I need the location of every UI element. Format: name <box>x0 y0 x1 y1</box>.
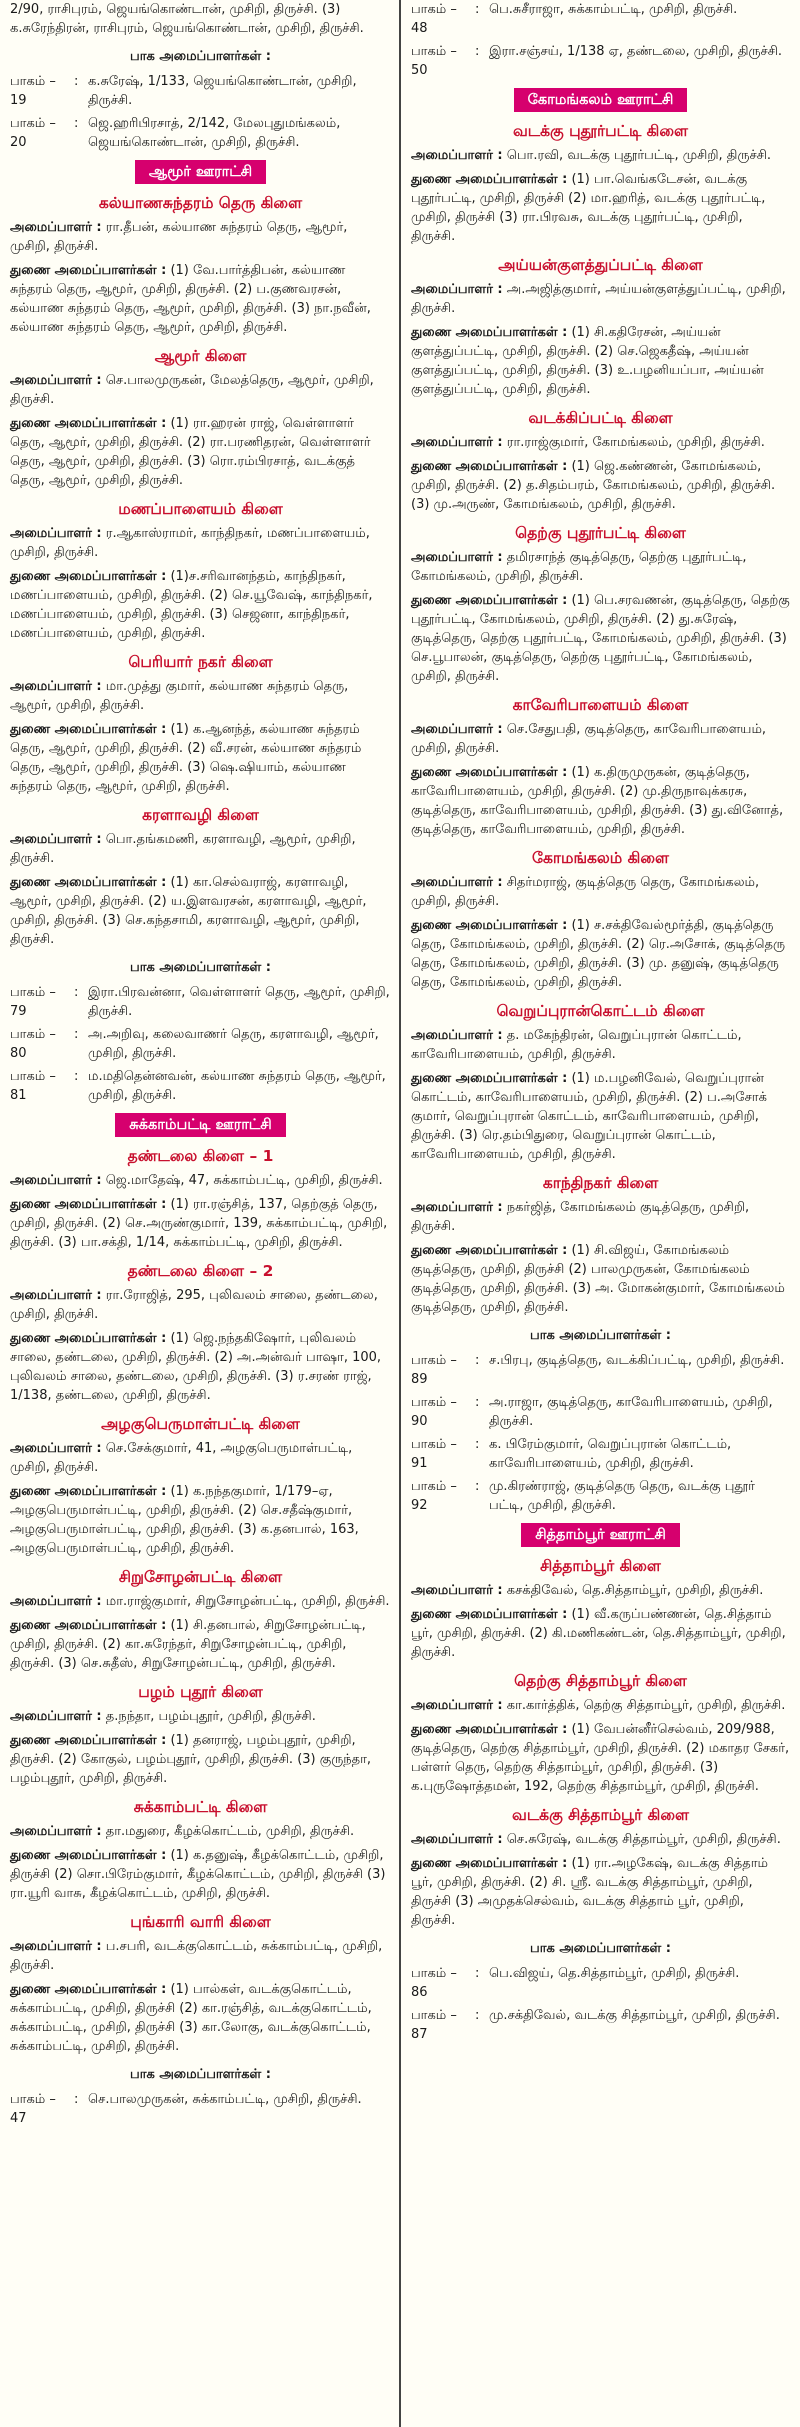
branch-title: பெரியார் நகர் கிளை <box>128 653 273 671</box>
booth-detail: ஜெ.ஹரிபிரசாத், 2/142, மேலபுதுமங்கலம், ஜெயங்கொண்டான், முசிறி, திருச்சி. <box>88 116 341 150</box>
organizer-entry: அமைப்பாளர் : தமிரசாந்த் குடித்தெரு, தெற்கு புதூர்பட்டி, கோமங்கலம், முசிறி, திருச்சி. <box>411 550 747 584</box>
continued-text: 2/90, ராசிபுரம், ஜெயங்கொண்டான், முசிறி, திருச்சி. (3) க.சுரேந்திரன், ராசிபுரம், ஜெயங்கொண்டான், முசிறி, திருச்சி. <box>10 2 364 36</box>
deputy-organizers-entry: துணை அமைப்பாளர்கள் : (1) ரா.ஹரன் ராஜ், வெள்ளாளர் தெரு, ஆமூர், முசிறி, திருச்சி. (2) ரா.பரணிதரன், வெள்ளாளர் தெரு, ஆமூர், முசிறி, திருச்சி. (3) ரொ.ரம்பிரசாத், வடக்குத் தெரு, ஆமூர், முசிறி, திருச்சி. <box>10 416 371 488</box>
branch-title: அழகுபெருமாள்பட்டி கிளை <box>101 1415 300 1433</box>
booth-number: பாகம் – 81 <box>10 1069 56 1103</box>
organizer-entry: அமைப்பாளர் : நகர்ஜித், கோமங்கலம் குடித்தெரு, முசிறி, திருச்சி. <box>411 1200 750 1234</box>
right-column <box>401 0 794 2427</box>
deputy-organizers-entry: துணை அமைப்பாளர்கள் : (1) வே.பார்த்திபன், கல்யாண சுந்தரம் தெரு, ஆமூர், முசிறி, திருச்சி. (2) ப.குணவரசன், கல்யாண சுந்தரம் தெரு, ஆமூர், முசிறி, திருச்சி. (3) நா.நவீன், கல்யாண சுந்தரம் தெரு, ஆமூர், முசிறி, திருச்சி. <box>10 263 371 335</box>
booth-row: பாகம் – 81 : ம.மதிதென்னவன், கல்யாண சுந்தரம் தெரு, ஆமூர், முசிறி, திருச்சி. <box>10 1067 391 1105</box>
booth-row: பாகம் – 90 : அ.ராஜா, குடித்தெரு, காவேரிபாளையம், முசிறி, திருச்சி. <box>411 1393 790 1431</box>
organizer-entry: அமைப்பாளர் : ரா.ரோஜித், 295, புலிவலம் சாலை, தண்டலை, முசிறி, திருச்சி. <box>10 1288 378 1322</box>
booth-row: பாகம் – 87 : மு.சக்திவேல், வடக்கு சித்தாம்பூர், முசிறி, திருச்சி. <box>411 2006 790 2044</box>
booth-number: பாகம் – 91 <box>411 1437 457 1471</box>
branch-title: காவேரிபாளையம் கிளை <box>512 696 689 714</box>
organizer-entry: அமைப்பாளர் : ஜெ.மாதேஷ், 47, சுக்காம்பட்டி, முசிறி, திருச்சி. <box>10 1173 383 1188</box>
organizer-entry: அமைப்பாளர் : பொ.தங்கமணி, கரளாவழி, ஆமூர், முசிறி, திருச்சி. <box>10 832 356 866</box>
booth-number: பாகம் – 50 <box>411 44 457 78</box>
organizer-entry: அமைப்பாளர் : ர.ஆகாஸ்ராமர், காந்திநகர், மணப்பாளையம், முசிறி, திருச்சி. <box>10 526 370 560</box>
booth-row: பாகம் – 19 : க.சுரேஷ், 1/133, ஜெயங்கொண்டான், முசிறி, திருச்சி. <box>10 72 391 110</box>
deputy-organizers-entry: துணை அமைப்பாளர்கள் : (1) பா.வெங்கடேசன், வடக்கு புதூர்பட்டி, முசிறி, திருச்சி (2) மா.ஹரித், வடக்கு புதூர்பட்டி, முசிறி, திருச்சி (3) ரா.பிரவசு, வடக்கு புதூர்பட்டி, முசிறி, திருச்சி. <box>411 172 766 244</box>
booth-row: பாகம் – 92 : மு.கிரண்ராஜ், குடித்தெரு தெரு, வடக்கு புதூர் பட்டி, முசிறி, திருச்சி. <box>411 1477 790 1515</box>
organizer-entry: அமைப்பாளர் : தா.மதுரை, கீழக்கொட்டம், முசிறி, திருச்சி. <box>10 1824 355 1839</box>
organizer-entry: அமைப்பாளர் : கா.கார்த்திக், தெற்கு சித்தாம்பூர், முசிறி, திருச்சி. <box>411 1698 786 1713</box>
booth-heading: பாக அமைப்பாளர்கள் : <box>530 1328 671 1343</box>
booth-detail: இரா.பிரவன்னா, வெள்ளாளர் தெரு, ஆமூர், முசிறி, திருச்சி. <box>88 985 390 1019</box>
booth-detail: செ.பாலமுருகன், சுக்காம்பட்டி, முசிறி, திருச்சி. <box>88 2092 362 2107</box>
booth-row: பாகம் – 48 : பெ.சுசீராஜா, சுக்காம்பட்டி, முசிறி, திருச்சி. <box>411 0 790 38</box>
booth-row: பாகம் – 86 : பெ.விஜய், தெ.சித்தாம்பூர், முசிறி, திருச்சி. <box>411 1964 790 2002</box>
branch-title: வடக்கு சித்தாம்பூர் கிளை <box>511 1806 690 1824</box>
booth-row: பாகம் – 20 : ஜெ.ஹரிபிரசாத், 2/142, மேலபுதுமங்கலம், ஜெயங்கொண்டான், முசிறி, திருச்சி. <box>10 114 391 152</box>
branch-title: கரளாவழி கிளை <box>142 806 259 824</box>
booth-detail: அ.அறிவு, கலைவாணர் தெரு, கரளாவழி, ஆமூர், முசிறி, திருச்சி. <box>88 1027 379 1061</box>
deputy-organizers-entry: துணை அமைப்பாளர்கள் : (1) க.தனுஷ், கீழக்கொட்டம், முசிறி, திருச்சி (2) சொ.பிரேம்குமார், கீழக்கொட்டம், முசிறி, திருச்சி (3) ரா.யூரி வாசு, கீழக்கொட்டம், முசிறி, திருச்சி. <box>10 1848 386 1901</box>
booth-number: பாகம் – 48 <box>411 2 457 36</box>
booth-number: பாகம் – 90 <box>411 1395 457 1429</box>
deputy-organizers-entry: துணை அமைப்பாளர்கள் : (1) ச.சக்திவேல்மூர்த்தி, குடித்தெரு தெரு, கோமங்கலம், முசிறி, திருச்சி. (2) ரெ.அசோக், குடித்தெரு தெரு, கோமங்கலம், முசிறி, திருச்சி. (3) மு. தனுஷ், குடித்தெரு தெரு, கோமங்கலம், முசிறி, திருச்சி. <box>411 918 786 990</box>
organizer-entry: அமைப்பாளர் : பொ.ரவி, வடக்கு புதூர்பட்டி, முசிறி, திருச்சி. <box>411 148 772 163</box>
booth-heading: பாக அமைப்பாளர்கள் : <box>130 2067 271 2082</box>
branch-title: காந்திநகர் கிளை <box>542 1174 659 1192</box>
booth-row: பாகம் – 50 : இரா.சஞ்சய், 1/138 ஏ, தண்டலை, முசிறி, திருச்சி. <box>411 42 790 80</box>
deputy-organizers-entry: துணை அமைப்பாளர்கள் : (1) க.ஆனந்த், கல்யாண சுந்தரம் தெரு, ஆமூர், முசிறி, திருச்சி. (2) வீ.சரன், கல்யாண சுந்தரம் தெரு, ஆமூர், முசிறி, திருச்சி. (3) ஷெ.ஷியாம், கல்யாண சுந்தரம் தெரு, ஆமூர், முசிறி, திருச்சி. <box>10 722 362 794</box>
booth-detail: இரா.சஞ்சய், 1/138 ஏ, தண்டலை, முசிறி, திருச்சி. <box>489 44 783 59</box>
booth-detail: பெ.விஜய், தெ.சித்தாம்பூர், முசிறி, திருச்சி. <box>489 1966 740 1981</box>
booth-detail: ம.மதிதென்னவன், கல்யாண சுந்தரம் தெரு, ஆமூர், முசிறி, திருச்சி. <box>88 1069 386 1103</box>
booth-detail: க. பிரேம்குமார், வெறுப்புரான் கொட்டம், காவேரிபாளையம், முசிறி, திருச்சி. <box>489 1437 732 1471</box>
booth-heading: பாக அமைப்பாளர்கள் : <box>530 1941 671 1956</box>
deputy-organizers-entry: துணை அமைப்பாளர்கள் : (1) சி.தனபால், சிறுசோழன்பட்டி, முசிறி, திருச்சி. (2) கா.சுரேந்தர், சிறுசோழன்பட்டி, முசிறி, திருச்சி. (3) செ.சுதீஸ், சிறுசோழன்பட்டி, முசிறி, திருச்சி. <box>10 1618 366 1671</box>
booth-detail: க.சுரேஷ், 1/133, ஜெயங்கொண்டான், முசிறி, திருச்சி. <box>88 74 357 108</box>
deputy-organizers-entry: துணை அமைப்பாளர்கள் : (1) சி.கதிரேசன், அய்யன் குளத்துப்பட்டி, முசிறி, திருச்சி. (2) செ.ஜெகதீஷ், அய்யன் குளத்துப்பட்டி, முசிறி, திருச்சி. (3) உ.பழனியப்பா, அய்யன் குளத்துப்பட்டி, முசிறி, திருச்சி. <box>411 325 764 397</box>
deputy-organizers-entry: துணை அமைப்பாளர்கள் : (1) தனராஜ், பழம்புதூர், முசிறி, திருச்சி. (2) கோகுல், பழம்புதூர், முசிறி, திருச்சி. (3) குருந்தா, பழம்புதூர், முசிறி, திருச்சி. <box>10 1733 371 1786</box>
booth-heading: பாக அமைப்பாளர்கள் : <box>130 960 271 975</box>
organizer-entry: அமைப்பாளர் : த.நந்தா, பழம்புதூர், முசிறி, திருச்சி. <box>10 1709 316 1724</box>
organizer-entry: அமைப்பாளர் : செ.சேக்குமார், 41, அழகுபெருமாள்பட்டி, முசிறி, திருச்சி. <box>10 1441 353 1475</box>
panchayat-banner: சுக்காம்பட்டி ஊராட்சி <box>115 1113 285 1137</box>
deputy-organizers-entry: துணை அமைப்பாளர்கள் : (1) க.நந்தகுமார், 1/179–ஏ, அழகுபெருமாள்பட்டி, முசிறி, திருச்சி. (2) செ.சதீஷ்குமார், அழகுபெருமாள்பட்டி, முசிறி, திருச்சி. (3) க.தனபால், 163, அழகுபெருமாள்பட்டி, முசிறி, திருச்சி. <box>10 1484 359 1556</box>
booth-number: பாகம் – 80 <box>10 1027 56 1061</box>
deputy-organizers-entry: துணை அமைப்பாளர்கள் : (1) கா.செல்வராஜ், கரளாவழி, ஆமூர், முசிறி, திருச்சி. (2) ய.இளவரசன், கரளாவழி, ஆமூர், முசிறி, திருச்சி. (3) செ.கந்தசாமி, கரளாவழி, ஆமூர், முசிறி, திருச்சி. <box>10 875 367 947</box>
branch-title: தெற்கு புதூர்பட்டி கிளை <box>515 524 686 542</box>
booth-number: பாகம் – 19 <box>10 74 56 108</box>
organizer-entry: அமைப்பாளர் : ப.சபரி, வடக்குகொட்டம், சுக்காம்பட்டி, முசிறி, திருச்சி. <box>10 1939 383 1973</box>
booth-number: பாகம் – 86 <box>411 1966 457 2000</box>
branch-title: வடக்கு புதூர்பட்டி கிளை <box>512 122 689 140</box>
branch-title: வடக்கிப்பட்டி கிளை <box>528 409 673 427</box>
booth-detail: மு.கிரண்ராஜ், குடித்தெரு தெரு, வடக்கு புதூர் பட்டி, முசிறி, திருச்சி. <box>489 1479 755 1513</box>
booth-row: பாகம் – 89 : ச.பிரபு, குடித்தெரு, வடக்கிப்பட்டி, முசிறி, திருச்சி. <box>411 1351 790 1389</box>
booth-number: பாகம் – 87 <box>411 2008 457 2042</box>
branch-title: தண்டலை கிளை – 1 <box>127 1147 274 1165</box>
branch-title: புங்காரி வாரி கிளை <box>130 1913 271 1931</box>
branch-title: ஆமூர் கிளை <box>154 347 247 365</box>
booth-row: பாகம் – 91 : க. பிரேம்குமார், வெறுப்புரான் கொட்டம், காவேரிபாளையம், முசிறி, திருச்சி. <box>411 1435 790 1473</box>
organizer-entry: அமைப்பாளர் : ரா.தீபன், கல்யாண சுந்தரம் தெரு, ஆமூர், முசிறி, திருச்சி. <box>10 220 348 254</box>
organizer-entry: அமைப்பாளர் : ரா.ராஜ்குமார், கோமங்கலம், முசிறி, திருச்சி. <box>411 435 765 450</box>
deputy-organizers-entry: துணை அமைப்பாளர்கள் : (1) வேபன்னீர்செல்வம், 209/988, குடித்தெரு, தெற்கு சித்தாம்பூர், முசிறி, திருச்சி. (2) மகாதர சேகர், பள்ளர் தெரு, தெற்கு சித்தாம்பூர், முசிறி, திருச்சி. (3) க.புருஷோத்தமன், 192, தெற்கு சித்தாம்பூர், முசிறி, திருச்சி. <box>411 1722 790 1794</box>
booth-detail: பெ.சுசீராஜா, சுக்காம்பட்டி, முசிறி, திருச்சி. <box>489 2 738 17</box>
panchayat-banner: ஆமூர் ஊராட்சி <box>135 160 266 184</box>
branch-title: கல்யாணசுந்தரம் தெரு கிளை <box>98 194 303 212</box>
booth-row: பாகம் – 79 : இரா.பிரவன்னா, வெள்ளாளர் தெரு, ஆமூர், முசிறி, திருச்சி. <box>10 985 390 1019</box>
branch-title: மணப்பாளையம் கிளை <box>118 500 283 518</box>
left-column <box>6 0 399 2427</box>
branch-title: கோமங்கலம் கிளை <box>531 849 670 867</box>
deputy-organizers-entry: துணை அமைப்பாளர்கள் : (1) ஜெ.நந்தகிஷோர், புலிவலம் சாலை, தண்டலை, முசிறி, திருச்சி. (2) அ.அன்வர் பாஷா, 100, புலிவலம் சாலை, தண்டலை, முசிறி, திருச்சி. (3) ர.சரண் ராஜ், 1/138, தண்டலை, முசிறி, திருச்சி. <box>10 1331 382 1403</box>
booth-detail: ச.பிரபு, குடித்தெரு, வடக்கிப்பட்டி, முசிறி, திருச்சி. <box>489 1353 785 1368</box>
booth-number: பாகம் – 47 <box>10 2092 56 2126</box>
branch-title: பழம் புதூர் கிளை <box>138 1683 263 1701</box>
branch-title: தெற்கு சித்தாம்பூர் கிளை <box>514 1672 687 1690</box>
branch-title: தண்டலை கிளை – 2 <box>127 1262 274 1280</box>
deputy-organizers-entry: துணை அமைப்பாளர்கள் : (1) பெ.சரவணன், குடித்தெரு, தெற்கு புதூர்பட்டி, கோமங்கலம், முசிறி, திருச்சி. (2) து.சுரேஷ், குடித்தெரு, தெற்கு புதூர்பட்டி, கோமங்கலம், முசிறி, திருச்சி. (3) செ.பூபாலன், குடித்தெரு, தெற்கு புதூர்பட்டி, கோமங்கலம், முசிறி, திருச்சி. <box>411 593 790 684</box>
deputy-organizers-entry: துணை அமைப்பாளர்கள் : (1) சி.விஜய், கோமங்கலம் குடித்தெரு, முசிறி, திருச்சி (2) பாலமுருகன், கோமங்கலம் குடித்தெரு, முசிறி, திருச்சி. (3) அ. மோகன்குமார், கோமங்கலம் குடித்தெரு, முசிறி, திருச்சி. <box>411 1243 785 1315</box>
deputy-organizers-entry: துணை அமைப்பாளர்கள் : (1)ச.சரிவானந்தம், காந்திநகர், மணப்பாளையம், முசிறி, திருச்சி. (2) செ.யூவேஷ், காந்திநகர், மணப்பாளையம், முசிறி, திருச்சி. (3) செஜனா, காந்திநகர், மணப்பாளையம், முசிறி, திருச்சி. <box>10 569 373 641</box>
deputy-organizers-entry: துணை அமைப்பாளர்கள் : (1) வீ.கருப்பண்ணன், தெ.சித்தாம் பூர், முசிறி, திருச்சி. (2) கி.மணிகண்டன், தெ.சித்தாம்பூர், முசிறி, திருச்சி. <box>411 1607 786 1660</box>
organizer-entry: அமைப்பாளர் : செ.பாலமுருகன், மேலத்தெரு, ஆமூர், முசிறி, திருச்சி. <box>10 373 374 407</box>
organizer-entry: அமைப்பாளர் : மா.ராஜ்குமார், சிறுசோழன்பட்டி, முசிறி, திருச்சி. <box>10 1594 390 1609</box>
deputy-organizers-entry: துணை அமைப்பாளர்கள் : (1) ரா.அழகேஷ், வடக்கு சித்தாம் பூர், முசிறி, திருச்சி. (2) சி. ஸ்ரீ. வடக்கு சித்தாம்பூர், முசிறி, திருச்சி (3) அமுதக்செல்வம், வடக்கு சித்தாம் பூர், முசிறி, திருச்சி. <box>411 1856 768 1928</box>
branch-title: வெறுப்புரான்கொட்டம் கிளை <box>496 1002 705 1020</box>
organizer-entry: அமைப்பாளர் : கசக்திவேல், தெ.சித்தாம்பூர், முசிறி, திருச்சி. <box>411 1583 764 1598</box>
deputy-organizers-entry: துணை அமைப்பாளர்கள் : (1) ம.பழனிவேல், வெறுப்புரான் கொட்டம், காவேரிபாளையம், முசிறி, திருச்சி. (2) ப.அசோக் குமார், வெறுப்புரான் கொட்டம், காவேரிபாளையம், முசிறி, திருச்சி. (3) ரெ.தம்பிதுரை, வெறுப்புரான் கொட்டம், காவேரிபாளையம், முசிறி, திருச்சி. <box>411 1071 767 1162</box>
booth-number: பாகம் – 20 <box>10 116 56 150</box>
booth-number: பாகம் – 92 <box>411 1479 457 1513</box>
booth-row: பாகம் – 47 : செ.பாலமுருகன், சுக்காம்பட்டி, முசிறி, திருச்சி. <box>10 2090 391 2128</box>
deputy-organizers-entry: துணை அமைப்பாளர்கள் : (1) பால்கள், வடக்குகொட்டம், சுக்காம்பட்டி, முசிறி, திருச்சி (2) கா.ரஞ்சித், வடக்குகொட்டம், சுக்காம்பட்டி, முசிறி, திருச்சி (3) கா.லோகு, வடக்குகொட்டம், சுக்காம்பட்டி, முசிறி, திருச்சி. <box>10 1982 372 2054</box>
branch-title: சித்தாம்பூர் கிளை <box>540 1557 661 1575</box>
deputy-organizers-entry: துணை அமைப்பாளர்கள் : (1) க.திருமுருகன், குடித்தெரு, காவேரிபாளையம், முசிறி, திருச்சி. (2) மு.திருநாவுக்கரசு, குடித்தெரு, காவேரிபாளையம், முசிறி, திருச்சி. (3) து.வினோத், குடித்தெரு, காவேரிபாளையம், முசிறி, திருச்சி. <box>411 765 784 837</box>
panchayat-banner: சித்தாம்பூர் ஊராட்சி <box>521 1523 680 1547</box>
organizer-entry: அமைப்பாளர் : மா.முத்து குமார், கல்யாண சுந்தரம் தெரு, ஆமூர், முசிறி, திருச்சி. <box>10 679 349 713</box>
booth-detail: அ.ராஜா, குடித்தெரு, காவேரிபாளையம், முசிறி, திருச்சி. <box>489 1395 773 1429</box>
panchayat-banner: கோமங்கலம் ஊராட்சி <box>514 88 688 112</box>
booth-heading: பாக அமைப்பாளர்கள் : <box>130 49 271 64</box>
branch-title: சிறுசோழன்பட்டி கிளை <box>118 1568 283 1586</box>
organizer-entry: அமைப்பாளர் : அ.அஜித்குமார், அய்யன்குளத்துப்பட்டி, முசிறி, திருச்சி. <box>411 282 786 316</box>
branch-title: சுக்காம்பட்டி கிளை <box>133 1798 268 1816</box>
booth-detail: மு.சக்திவேல், வடக்கு சித்தாம்பூர், முசிறி, திருச்சி. <box>489 2008 780 2023</box>
deputy-organizers-entry: துணை அமைப்பாளர்கள் : (1) ஜெ.கண்ணன், கோமங்கலம், முசிறி, திருச்சி. (2) த.சிதம்பரம், கோமங்கலம், முசிறி, திருச்சி. (3) மு.அருண், கோமங்கலம், முசிறி, திருச்சி. <box>411 459 776 512</box>
branch-title: அய்யன்குளத்துப்பட்டி கிளை <box>498 256 703 274</box>
organizer-entry: அமைப்பாளர் : செ.சுரேஷ், வடக்கு சித்தாம்பூர், முசிறி, திருச்சி. <box>411 1832 781 1847</box>
booth-number: பாகம் – 89 <box>411 1353 457 1387</box>
booth-number: பாகம் – 79 <box>10 985 56 1019</box>
deputy-organizers-entry: துணை அமைப்பாளர்கள் : (1) ரா.ரஞ்சித், 137, தெற்குத் தெரு, முசிறி, திருச்சி. (2) செ.அருண்குமார், 139, சுக்காம்பட்டி, முசிறி, திருச்சி. (3) பா.சக்தி, 1/14, சுக்காம்பட்டி, முசிறி, திருச்சி. <box>10 1197 388 1250</box>
organizer-entry: அமைப்பாளர் : சிதர்மராஜ், குடித்தெரு தெரு, கோமங்கலம், முசிறி, திருச்சி. <box>411 875 760 909</box>
organizer-entry: அமைப்பாளர் : த. மகேந்திரன், வெறுப்புரான் கொட்டம், காவேரிபாளையம், முசிறி, திருச்சி. <box>411 1028 742 1062</box>
organizer-entry: அமைப்பாளர் : செ.சேதுபதி, குடித்தெரு, காவேரிபாளையம், முசிறி, திருச்சி. <box>411 722 767 756</box>
booth-row: பாகம் – 80 : அ.அறிவு, கலைவாணர் தெரு, கரளாவழி, ஆமூர், முசிறி, திருச்சி. <box>10 1025 391 1063</box>
